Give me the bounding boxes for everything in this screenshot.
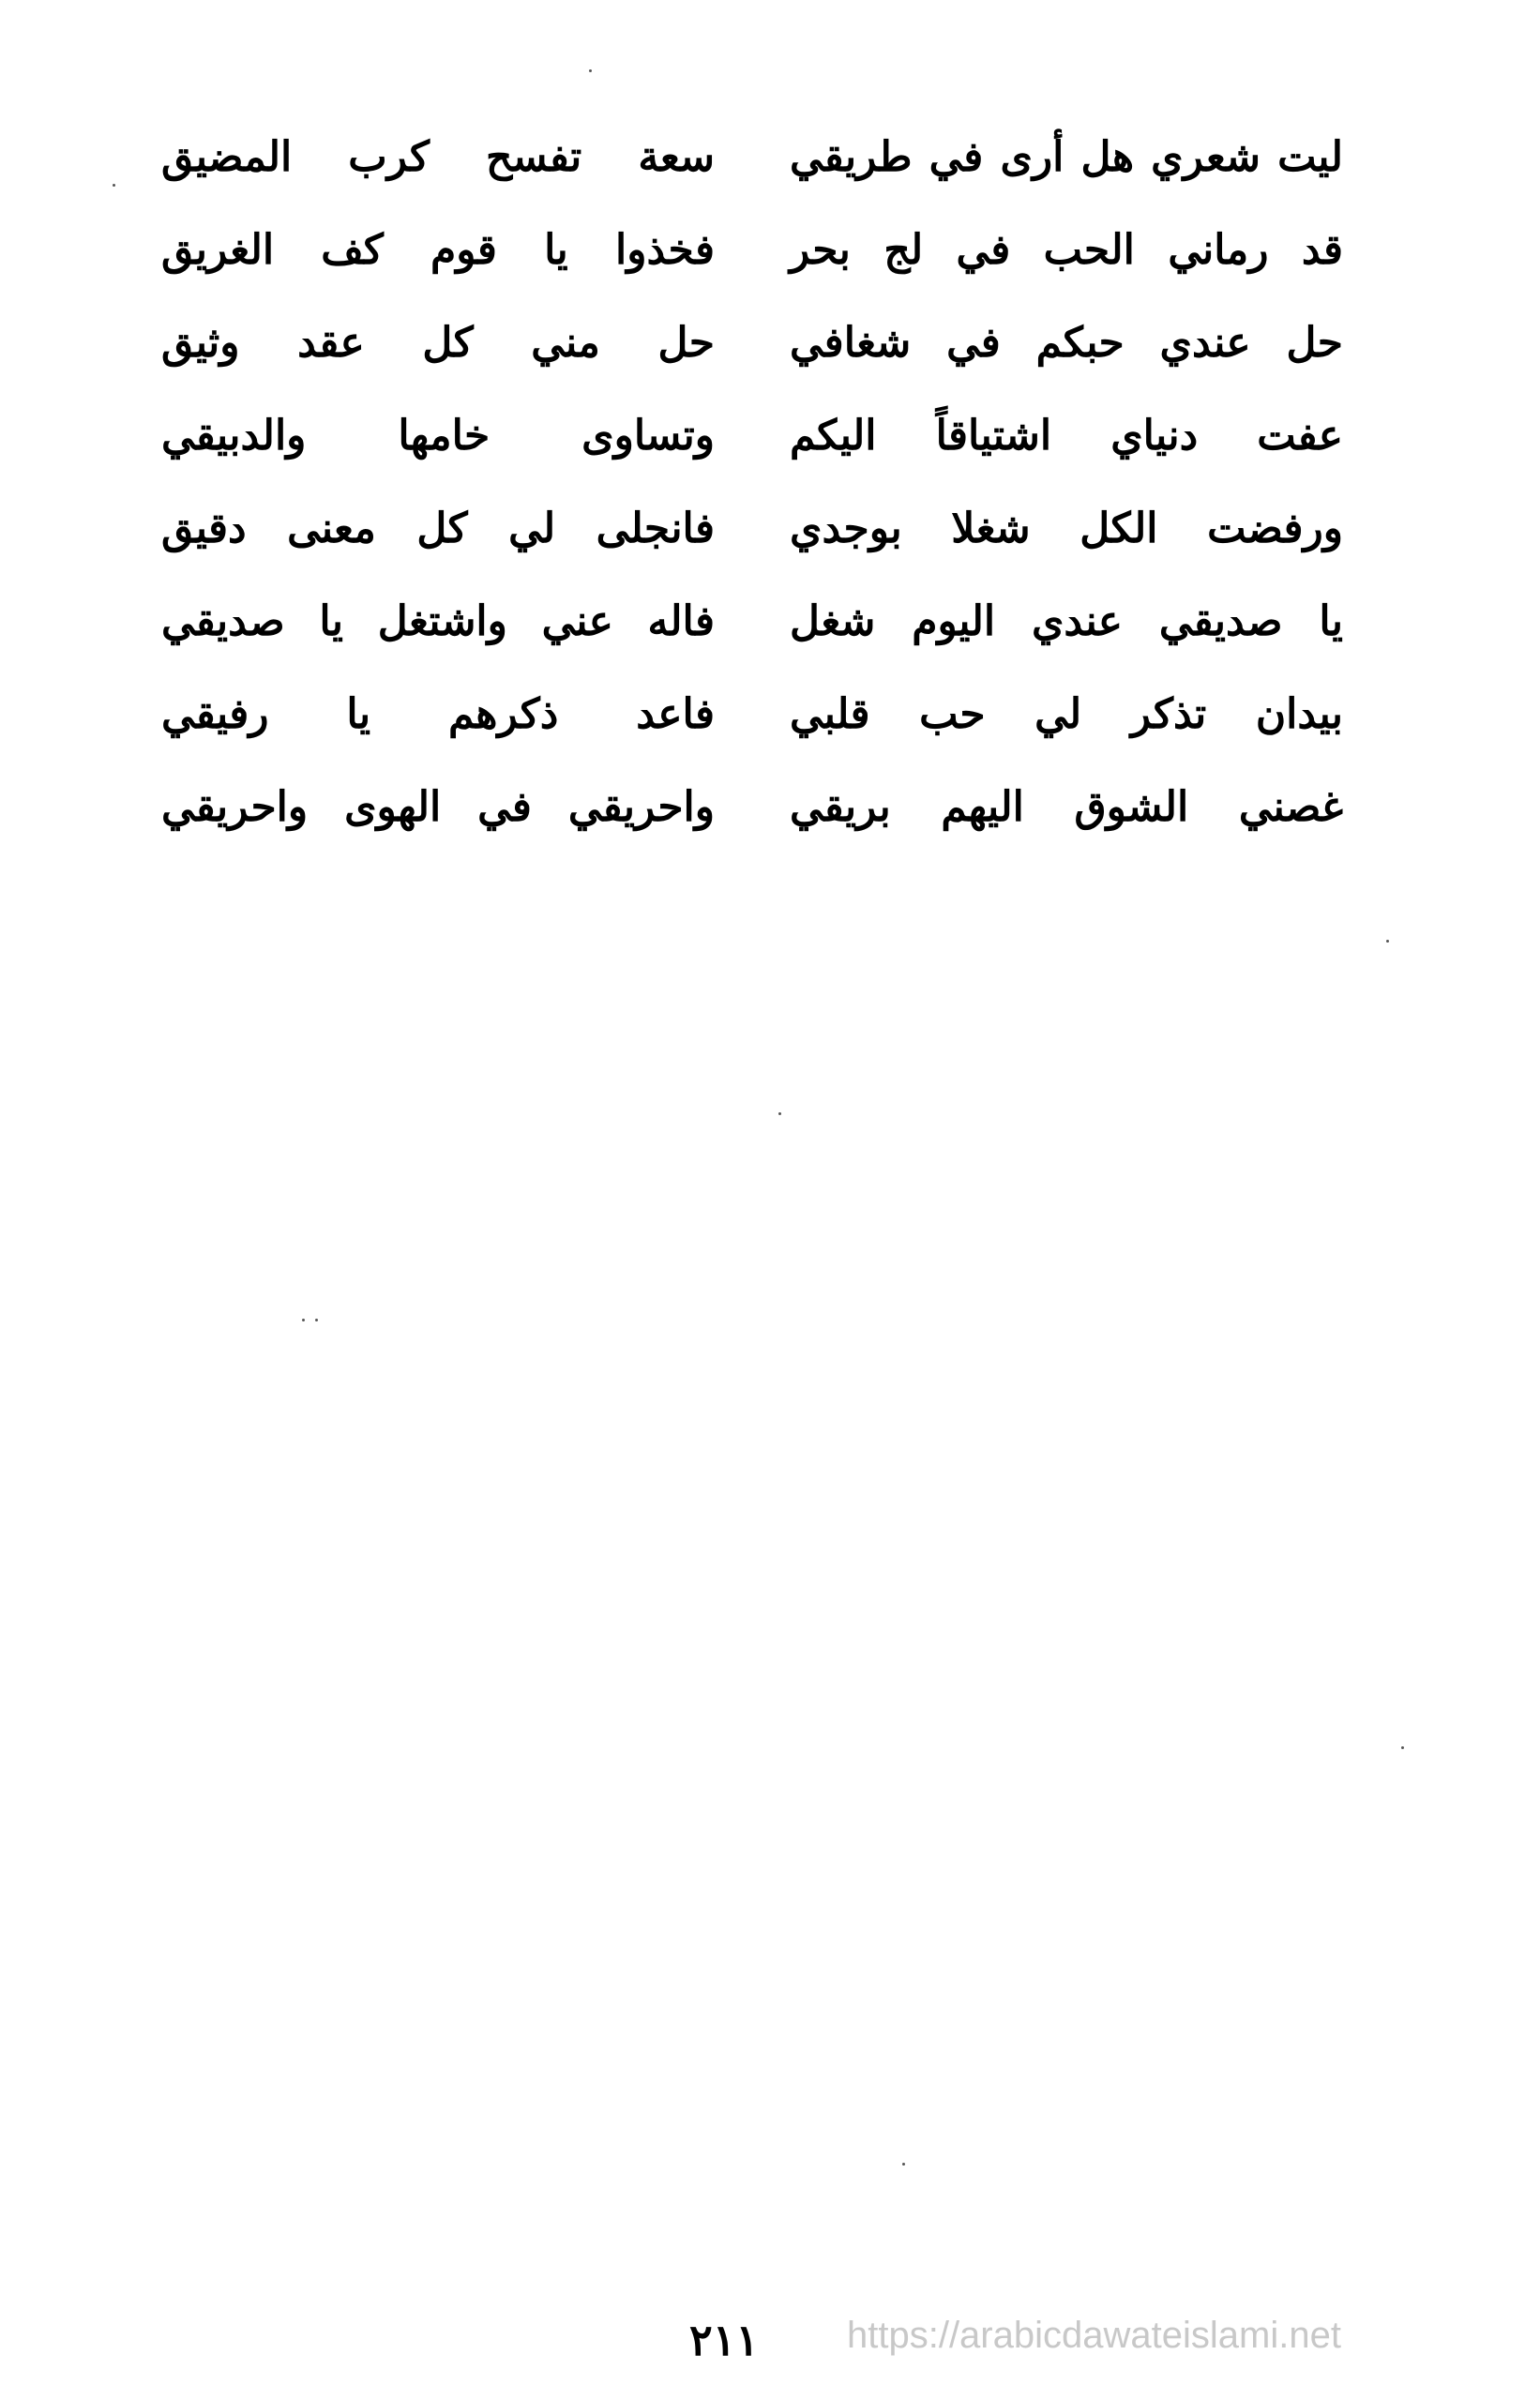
scan-speck (315, 1319, 318, 1321)
verse-1 (161, 111, 1343, 204)
verse-first-hemistich: ورفضت الكل شغلا بوجدي (790, 505, 1343, 552)
verse-5 (161, 482, 1343, 575)
verse-second-hemistich: سعة تفسح كرب المضيق (161, 133, 715, 181)
verse-3 (161, 296, 1343, 389)
page-number: ٢١١ (689, 2315, 760, 2365)
watermark-url: https://arabicdawateislami.net (847, 2315, 1341, 2356)
scan-speck (302, 1319, 305, 1321)
verse-first-hemistich: ليت شعري هل أرى في طريقي (790, 133, 1343, 181)
verse-second-hemistich: واحريقي في الهوى واحريقي (161, 783, 715, 831)
scan-speck (589, 69, 592, 72)
verse-8 (161, 761, 1343, 853)
scan-speck (778, 1112, 781, 1115)
verse-second-hemistich: وتساوى خامها والدبيقي (161, 412, 715, 460)
verse-second-hemistich: فانجلى لي كل معنى دقيق (161, 505, 715, 552)
verse-second-hemistich: فاعد ذكرهم يا رفيقي (161, 690, 715, 738)
verse-first-hemistich: قد رماني الحب في لج بحر (790, 226, 1343, 274)
verse-first-hemistich: عفت دنياي اشتياقاً اليكم (790, 412, 1343, 460)
scan-speck (1386, 940, 1389, 943)
scan-speck (113, 184, 115, 187)
scan-speck (1401, 1746, 1404, 1749)
verse-second-hemistich: حل مني كل عقد وثيق (161, 319, 715, 367)
verse-first-hemistich: غصني الشوق اليهم بريقي (790, 783, 1343, 831)
poem (161, 111, 1343, 853)
verse-2 (161, 204, 1343, 296)
verse-first-hemistich: حل عندي حبكم في شغافي (790, 319, 1343, 367)
verse-7 (161, 668, 1343, 761)
verse-first-hemistich: يا صديقي عندي اليوم شغل (790, 597, 1343, 645)
verse-4 (161, 389, 1343, 482)
verse-6 (161, 575, 1343, 668)
verse-second-hemistich: فاله عني واشتغل يا صديقي (161, 597, 715, 645)
verse-second-hemistich: فخذوا يا قوم كف الغريق (161, 226, 715, 274)
scan-speck (902, 2163, 905, 2166)
verse-first-hemistich: بيدان تذكر لي حب قلبي (790, 690, 1343, 738)
